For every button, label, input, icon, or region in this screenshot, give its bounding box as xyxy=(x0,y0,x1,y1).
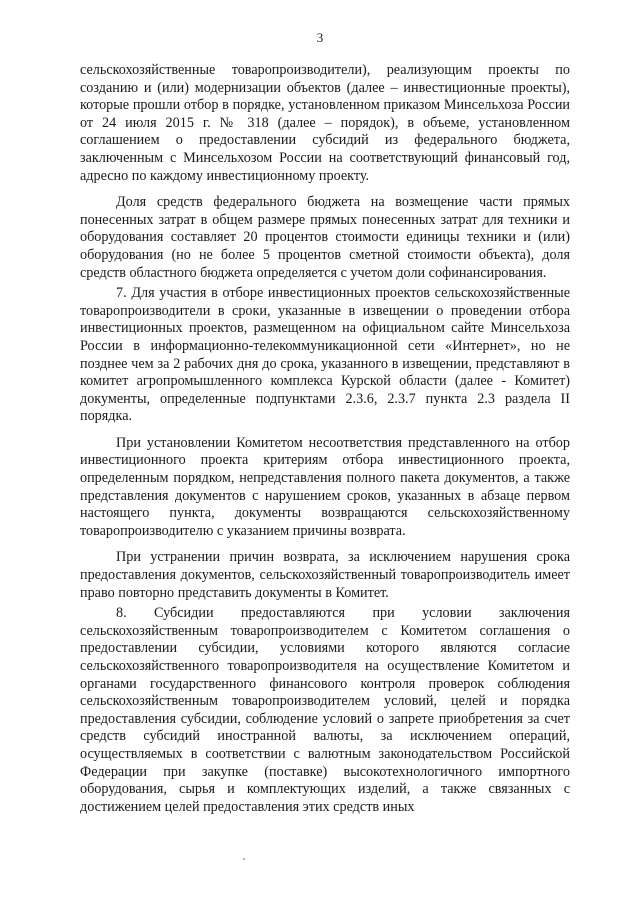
paragraph-item-7: 7. Для участия в отборе инвестиционных проектов сельскохозяйственные товаропроизводители в сроки, указанные в извещении о проведении отбора инвестиционных проектов, размещенном на официальном сайте Минсельхоза России в информационно-телекоммуникационной сети «Интернет», но не позднее чем за 2 рабочих дня до срока, указанного в извещении, представляют в комитет агропромышленного комплекса Курской области (далее - Комитет) документы, определенные подпунктами 2.3.6, 2.3.7 пункта 2.3 раздела II порядка. xyxy=(80,285,570,425)
paragraph-return-conditions: При установлении Комитетом несоответствия представленного на отбор инвестиционного проекта критериям отбора инвестиционного проекта, определенным порядком, непредставления полного пакета документов, а также представления документов с нарушением сроков, указанных в абзаце первом настоящего пункта, документы возвращаются сельскохозяйственному товаропроизводителю с указанием причины возврата. xyxy=(80,434,570,539)
scan-speck xyxy=(243,858,245,860)
paragraph-item-8: 8. Субсидии предоставляются при условии заключения сельскохозяйственным товаропроизводителем с Комитетом соглашения о предоставлении субсидии, условиями которого являются согласие сельскохозяйственного товаропроизводителя на осуществление Комитетом и органами государственного финансового контроля проверок соблюдения сельскохозяйственным товаропроизводителем условий, целей и порядка предоставления субсидии, соблюдение условий о запрете приобретения за счет средств субсидий иностранной валюты, за исключением операций, осуществляемых в соответствии с валютным законодательством Российской Федерации при закупке (поставке) высокотехнологичного импортного оборудования, сырья и комплектующих изделий, а также связанных с достижением целей предоставления этих средств иных xyxy=(80,605,570,815)
page-number: 3 xyxy=(316,30,324,45)
paragraph-federal-share: Доля средств федерального бюджета на возмещение части прямых понесенных затрат в общем размере прямых понесенных затрат для техники и оборудования составляет 20 процентов стоимости единицы техники и (или) оборудования (но не более 5 процентов сметной стоимости объекта), доля средств областного бюджета определяется с учетом доли софинансирования. xyxy=(80,194,570,281)
paragraph-continuation: сельскохозяйственные товаропроизводители), реализующим проекты по созданию и (или) модернизации объектов (далее – инвестиционные проекты), которые прошли отбор в порядке, установленном приказом Минсельхоза России от 24 июля 2015 г. № 318 (далее – порядок), в объеме, установленном соглашением о предоставлении субсидий из федерального бюджета, заключенным с Минсельхозом России на соответствующий финансовый год, адресно по каждому инвестиционному проекту. xyxy=(80,62,570,184)
paragraph-resubmission: При устранении причин возврата, за исключением нарушения срока предоставления документов, сельскохозяйственный товаропроизводитель имеет право повторно представить документы в Комитет. xyxy=(80,549,570,601)
document-body xyxy=(80,62,570,816)
